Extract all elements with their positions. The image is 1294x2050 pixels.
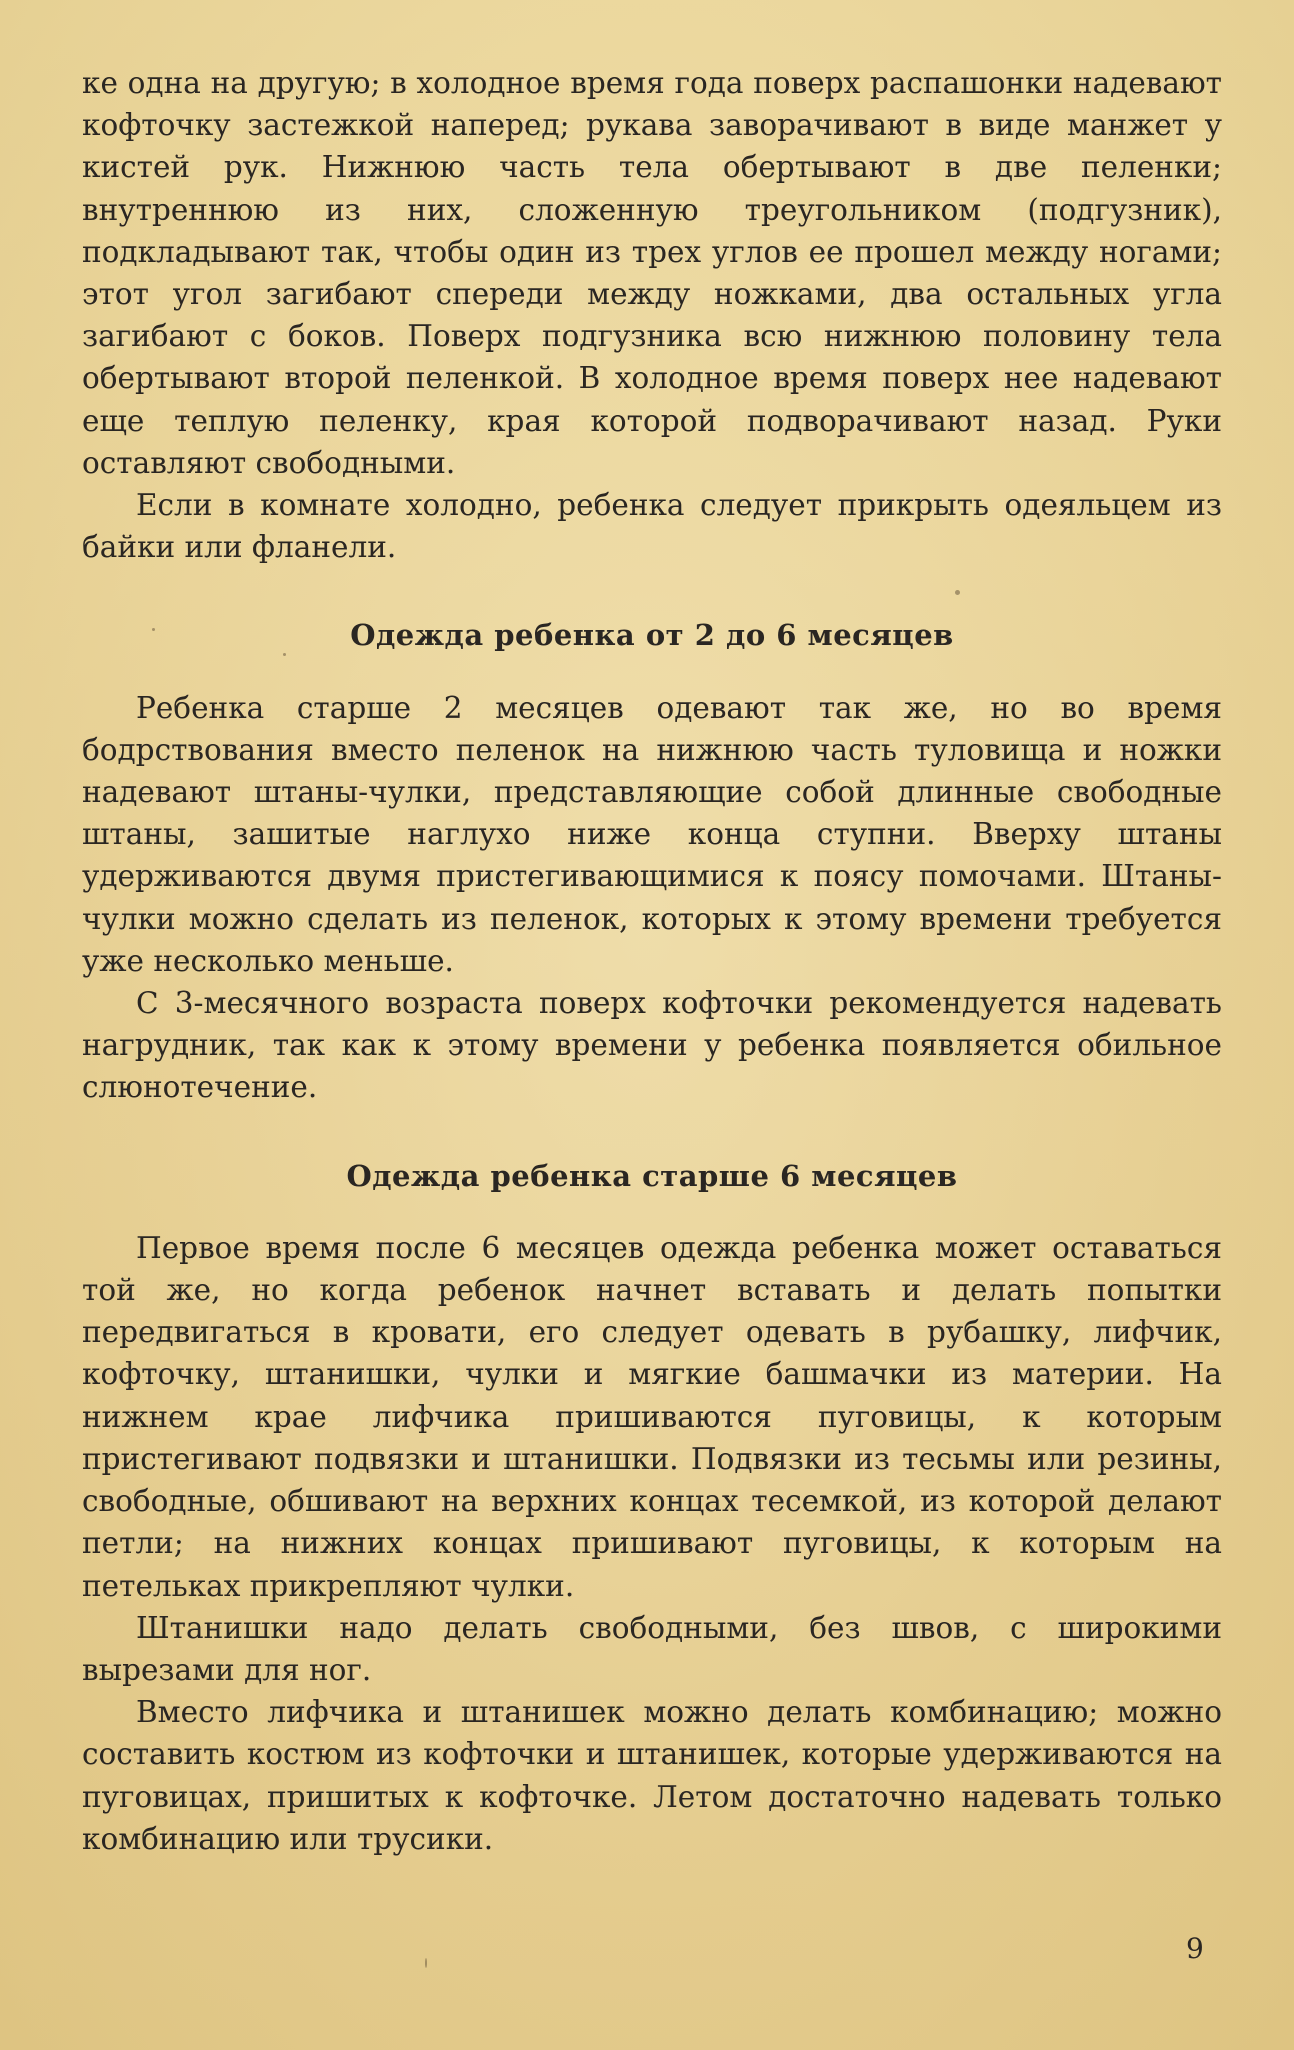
paragraph-combination: Вместо лифчика и штанишек можно делать комбинацию; можно составить костюм из кофточки и штанишек, которые удерживаются на пуговицах, пришитых к кофточке. Летом достаточно надевать только комбинацию или трусики. — [82, 1695, 1222, 1856]
paragraph-after-6-months: Первое время после 6 месяцев одежда ребенка может оставаться той же, но когда ребенок начнет вставать и делать попытки передвигаться в кровати, его следует одевать в рубашку, лифчик, кофточку, штанишки, чулки и мягкие башмачки из материи. На нижнем крае лифчика пришиваются пуговицы, к которым пристегивают подвязки и штанишки. Подвязки из тесьмы или резины, свободные, обшивают на верхних концах тесемкой, из которой делают петли; на нижних концах пришивают пуговицы, к которым на петельках прикрепляют чулки. — [82, 1230, 1222, 1603]
paragraph-cold-room: Если в комнате холодно, ребенка следует прикрыть одеяльцем из байки или фланели. — [82, 488, 1222, 565]
paper-speck — [152, 628, 155, 631]
body-text — [82, 62, 1222, 1860]
section-heading-2-6-months: Одежда ребенка от 2 до 6 месяцев — [350, 618, 954, 653]
paragraph-over-2-months: Ребенка старше 2 месяцев одевают так же, но во время бодрствования вместо пеленок на нижнюю часть туловища и ножки надевают штаны-чулки, представляющие собой длинные свободные штаны, зашитые наглухо ниже конца ступни. Вверху штаны удерживаются двумя пристегивающимися к поясу помочами. Штаны-чулки можно сделать из пеленок, которых к этому времени требуется уже несколько меньше. — [82, 690, 1222, 978]
section-heading-over-6-months: Одежда ребенка старше 6 месяцев — [346, 1158, 958, 1193]
paper-speck — [425, 1958, 427, 1968]
paper-speck — [283, 653, 286, 656]
paragraph-bib: С 3-месячного возраста поверх кофточки рекомендуется надевать нагрудник, так как к этому времени у ребенка появляется обильное слюнотечение. — [82, 986, 1222, 1105]
paragraph-continuation: ке одна на другую; в холодное время года поверх распашонки надевают кофточку застежкой наперед; рукава заворачивают в виде манжет у кистей рук. Нижнюю часть тела обертывают в две пеленки; внутреннюю из них, сложенную треугольником (подгузник), подкладывают так, чтобы один из трех углов ее прошел между ногами; этот угол загибают спереди между ножками, два остальных угла загибают с боков. Поверх подгузника всю нижнюю половину тела обертывают второй пеленкой. В холодное время поверх нее надевают еще теплую пеленку, края которой подворачивают назад. Руки оставляют свободными. — [82, 66, 1222, 480]
paragraph-pants: Штанишки надо делать свободными, без швов, с широкими вырезами для ног. — [82, 1610, 1222, 1687]
paper-speck — [955, 590, 960, 595]
page-number: 9 — [1186, 1932, 1204, 1965]
